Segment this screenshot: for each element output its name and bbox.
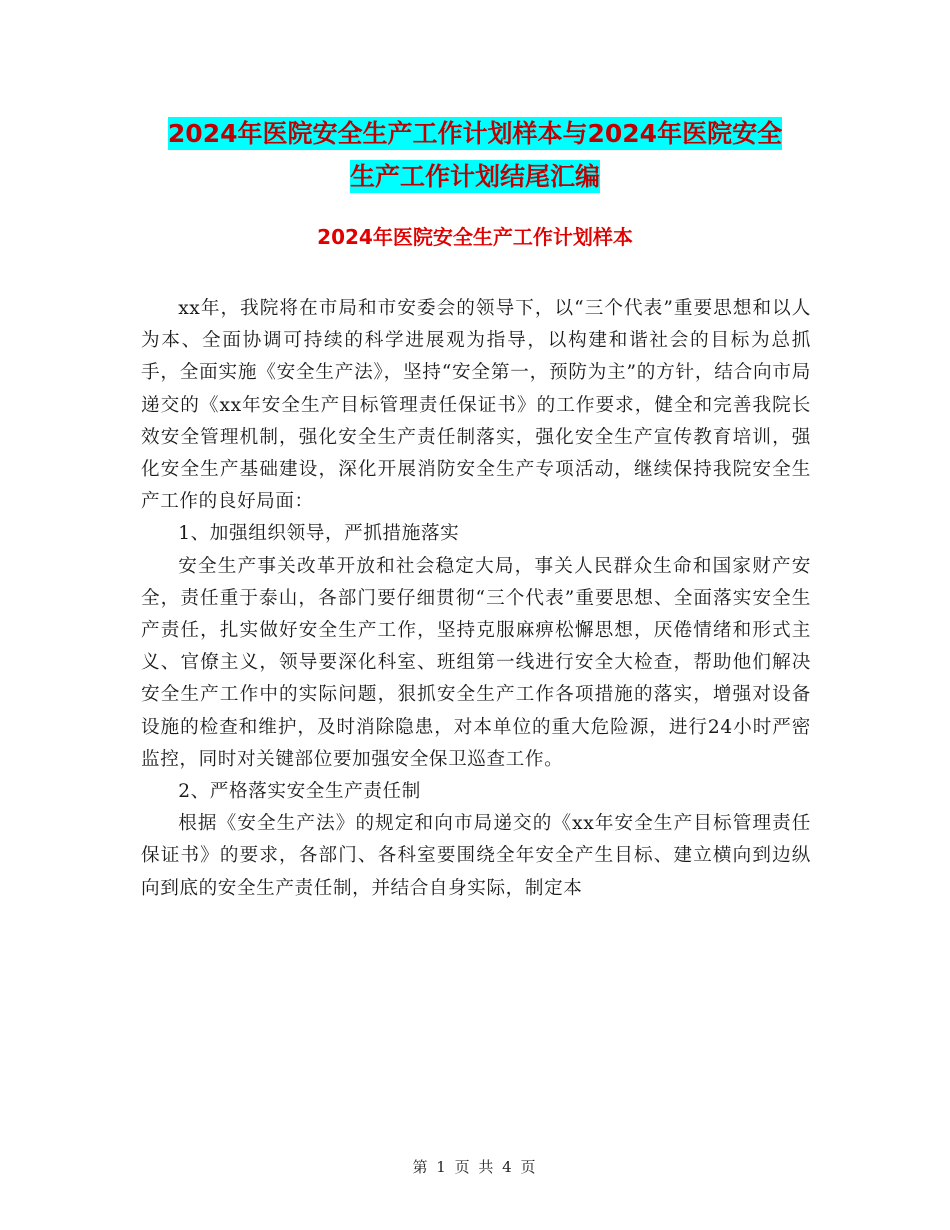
document-body — [141, 293, 811, 905]
section-title: 2024年医院安全生产工作计划样本 — [317, 225, 633, 249]
paragraph-item-2: 根据《安全生产法》的规定和向市局递交的《xx年安全生产目标管理责任保证书》的要求，各部门、各科室要围绕全年安全产生目标、建立横向到边纵向到底的安全生产责任制，并结合自身实际，制定本 — [141, 813, 811, 899]
heading-item-2: 2、严格落实安全生产责任制 — [178, 781, 421, 803]
heading-item-1: 1、加强组织领导，严抓措施落实 — [178, 523, 460, 545]
page-footer: 第 1 页 共 4 页 — [412, 1158, 538, 1176]
paragraph-intro: xx年，我院将在市局和市安委会的领导下，以“三个代表”重要思想和以人为本、全面协调可持续的科学进展观为指导，以构建和谐社会的目标为总抓手，全面实施《安全生产法》，坚持“安全第一，预防为主”的方针，结合向市局递交的《xx年安全生产目标管理责任保证书》的工作要求，健全和完善我院长效安全管理机制，强化安全生产责任制落实，强化安全生产宣传教育培训，强化安全生产基础建设，深化开展消防安全生产专项活动，继续保持我院安全生产工作的良好局面： — [141, 298, 811, 513]
paragraph-item-1: 安全生产事关改革开放和社会稳定大局，事关人民群众生命和国家财产安全，责任重于泰山，各部门要仔细贯彻“三个代表”重要思想、全面落实安全生产责任，扎实做好安全生产工作，坚持克服麻痹松懈思想，厌倦情绪和形式主义、官僚主义，领导要深化科室、班组第一线进行安全大检查，帮助他们解决安全生产工作中的实际问题，狠抓安全生产工作各项措施的落实，增强对设备设施的检查和维护，及时消除隐患，对本单位的重大危险源，进行24小时严密监控，同时对关键部位要加强安全保卫巡查工作。 — [141, 555, 811, 770]
document-title — [140, 112, 810, 198]
document-title-line-1: 2024年医院安全生产工作计划样本与2024年医院安全 — [167, 119, 783, 148]
document-title-line-2: 生产工作计划结尾汇编 — [349, 162, 600, 191]
